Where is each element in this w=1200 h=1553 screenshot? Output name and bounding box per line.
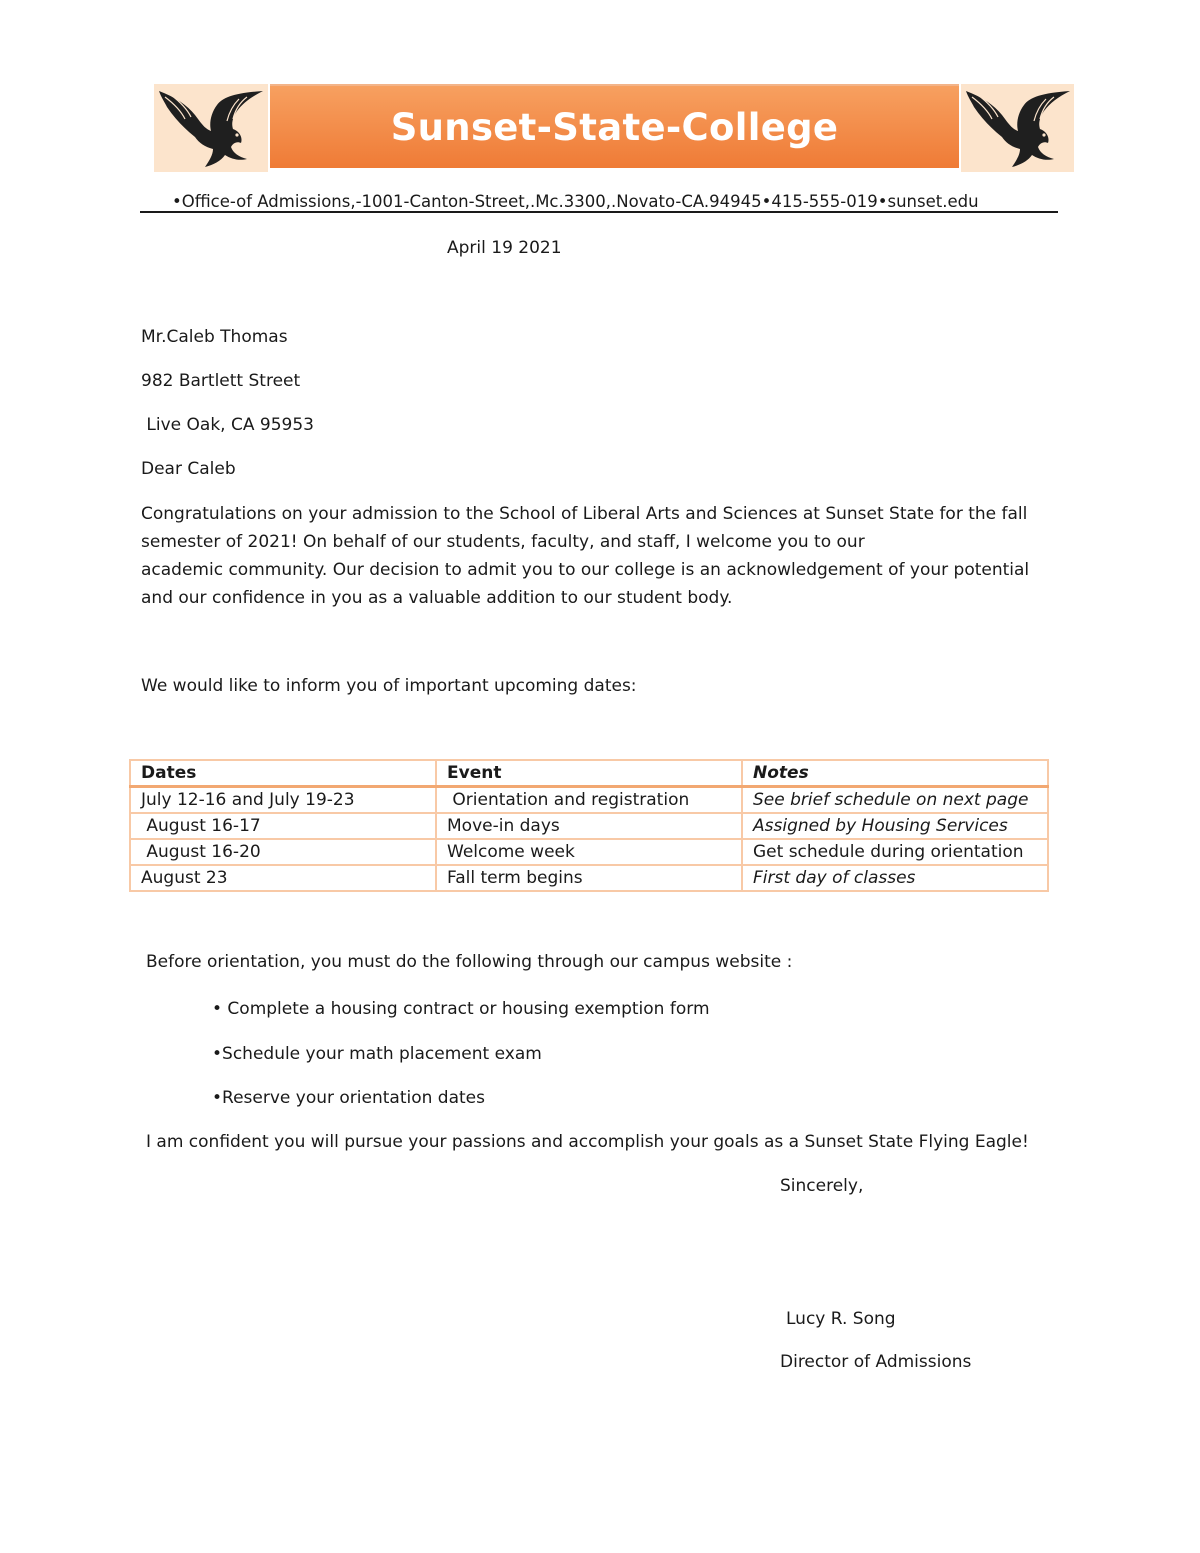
cell-date: July 12-16 and July 19-23 <box>130 787 436 814</box>
header-divider <box>140 211 1058 213</box>
salutation: Dear Caleb <box>141 459 236 479</box>
dates-table <box>129 759 1049 892</box>
column-header-event: Event <box>436 760 742 787</box>
cell-event: Fall term begins <box>436 865 742 891</box>
todo-intro: Before orientation, you must do the following through our campus website : <box>146 952 793 972</box>
cell-event: Welcome week <box>436 839 742 865</box>
cell-event: Orientation and registration <box>436 787 742 814</box>
column-header-dates: Dates <box>130 760 436 787</box>
todo-item: •Reserve your orientation dates <box>212 1088 485 1108</box>
todo-item: •Schedule your math placement exam <box>212 1044 542 1064</box>
body-line: semester of 2021! On behalf of our students, faculty, and staff, I welcome you to our <box>141 532 865 552</box>
body-line: and our confidence in you as a valuable addition to our student body. <box>141 588 733 608</box>
eagle-logo-right <box>961 84 1074 172</box>
cell-date: August 16-20 <box>130 839 436 865</box>
eagle-logo-icon <box>962 85 1074 171</box>
recipient-city: Live Oak, CA 95953 <box>141 415 314 435</box>
cell-notes: First day of classes <box>742 865 1048 891</box>
cell-date: August 23 <box>130 865 436 891</box>
eagle-logo-left <box>154 84 268 172</box>
closing-line: I am confident you will pursue your passions and accomplish your goals as a Sunset State Flying Eagle! <box>146 1132 1029 1152</box>
table-row <box>130 787 1048 814</box>
cell-date: August 16-17 <box>130 813 436 839</box>
address-line: •Office-of Admissions,-1001-Canton-Street,.Mc.3300,.Novato-CA.94945•415-555-019•sunset.edu <box>172 192 979 211</box>
letter-date: April 19 2021 <box>447 238 562 258</box>
recipient-street: 982 Bartlett Street <box>141 371 301 391</box>
eagle-logo-icon <box>155 85 267 171</box>
cell-notes: Assigned by Housing Services <box>742 813 1048 839</box>
cell-event: Move-in days <box>436 813 742 839</box>
body-line: academic community. Our decision to admit you to our college is an acknowledgement of your potential <box>141 560 1030 580</box>
body-line: Congratulations on your admission to the School of Liberal Arts and Sciences at Sunset State for the fall <box>141 504 1028 524</box>
table-row <box>130 839 1048 865</box>
college-name: Sunset-State-College <box>390 105 839 149</box>
valediction: Sincerely, <box>780 1176 864 1196</box>
table-row <box>130 813 1048 839</box>
college-banner <box>270 84 959 168</box>
dates-intro: We would like to inform you of important upcoming dates: <box>141 676 637 696</box>
signer-title: Director of Admissions <box>780 1352 972 1372</box>
todo-item: • Complete a housing contract or housing exemption form <box>212 999 710 1019</box>
table-row <box>130 865 1048 891</box>
signer-name: Lucy R. Song <box>786 1309 896 1329</box>
table-header-row <box>130 760 1048 787</box>
column-header-notes: Notes <box>742 760 1048 787</box>
cell-notes: See brief schedule on next page <box>742 787 1048 814</box>
recipient-name: Mr.Caleb Thomas <box>141 327 288 347</box>
cell-notes: Get schedule during orientation <box>742 839 1048 865</box>
